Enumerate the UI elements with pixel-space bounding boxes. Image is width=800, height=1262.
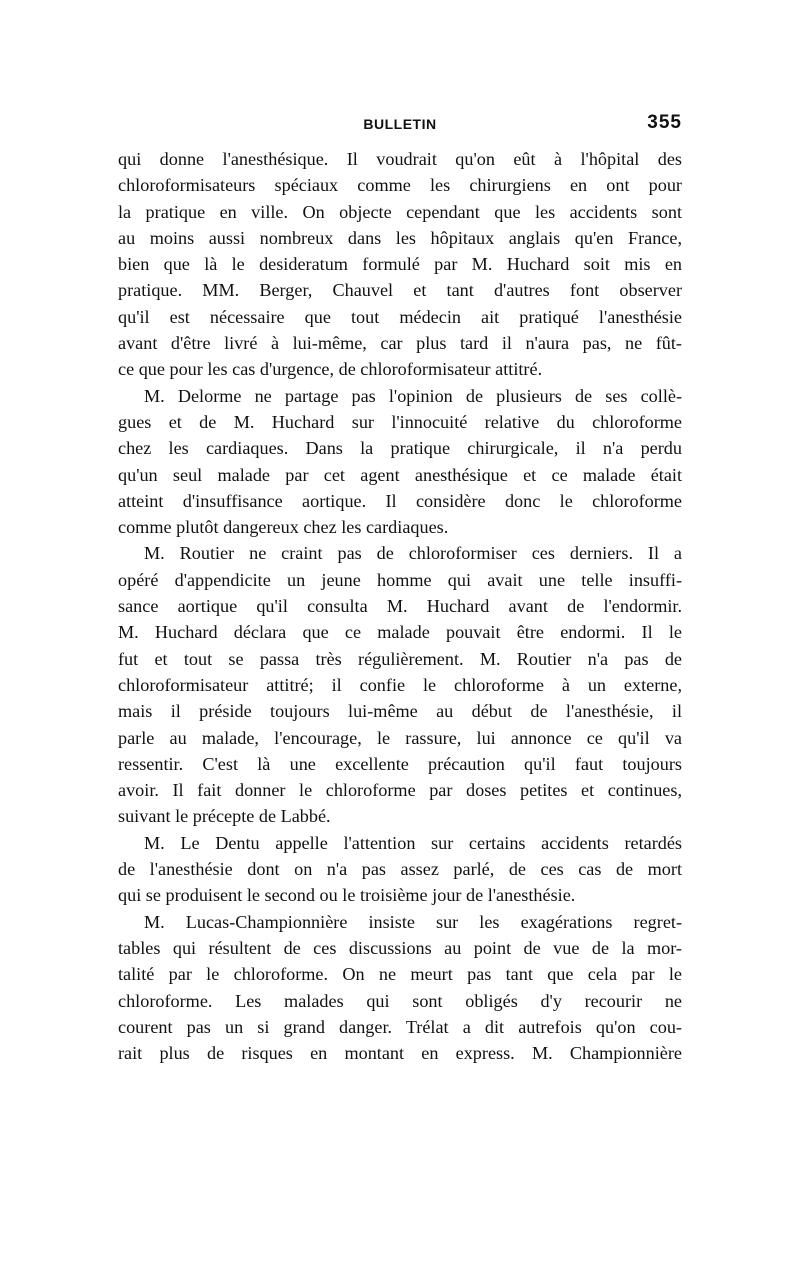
text-line: comme plutôt dangereux chez les cardiaques. [118,517,449,538]
text-line: parle au malade, l'encourage, le rassure, lui annonce ce qu'il va [118,727,682,748]
paragraph [118,383,682,541]
paragraph [118,909,682,1067]
text-line: atteint d'insuffisance aortique. Il considère donc le chloroforme [118,490,682,511]
text-line: M. Delorme ne partage pas l'opinion de plusieurs de ses collè- [144,385,682,406]
text-line: bien que là le desideratum formulé par M. Huchard soit mis en [118,254,682,275]
text-line: M. Routier ne craint pas de chloroformiser ces derniers. Il a [144,543,682,564]
text-line: M. Huchard déclara que ce malade pouvait être endormi. Il le [118,622,682,643]
paragraph [118,540,682,829]
text-line: chez les cardiaques. Dans la pratique chirurgicale, il n'a perdu [118,438,682,459]
running-title: BULLETIN [363,116,437,132]
text-line: opéré d'appendicite un jeune homme qui avait une telle insuffi- [118,569,682,590]
text-line: au moins aussi nombreux dans les hôpitaux anglais qu'en France, [118,227,682,248]
text-line: suivant le précepte de Labbé. [118,806,331,827]
text-line: chloroformisateurs spéciaux comme les chirurgiens en ont pour [118,175,682,196]
running-head [118,112,682,138]
text-line: gues et de M. Huchard sur l'innocuité relative du chloroforme [118,411,682,432]
text-line: qui se produisent le second ou le troisième jour de l'anesthésie. [118,885,576,906]
body-text [118,146,682,1066]
text-line: rait plus de risques en montant en express. M. Championnière [118,1043,682,1064]
text-line: talité par le chloroforme. On ne meurt pas tant que cela par le [118,964,682,985]
text-line: chloroformisateur attitré; il confie le chloroforme à un externe, [118,674,682,695]
text-line: avant d'être livré à lui-même, car plus tard il n'aura pas, ne fût- [118,333,682,354]
text-line: qui donne l'anesthésique. Il voudrait qu'on eût à l'hôpital des [118,149,682,169]
text-line: qu'un seul malade par cet agent anesthésique et ce malade était [118,464,682,485]
text-line: qu'il est nécessaire que tout médecin ait pratiqué l'anesthésie [118,306,682,327]
page-number: 355 [647,112,682,133]
text-line: de l'anesthésie dont on n'a pas assez parlé, de ces cas de mort [118,859,682,880]
text-line: chloroforme. Les malades qui sont obligés d'y recourir ne [118,990,682,1011]
text-line: fut et tout se passa très régulièrement. M. Routier n'a pas de [118,648,682,669]
text-line: ce que pour les cas d'urgence, de chloroformisateur attitré. [118,359,543,380]
text-line: pratique. MM. Berger, Chauvel et tant d'autres font observer [118,280,682,301]
text-line: mais il préside toujours lui-même au début de l'anesthésie, il [118,701,682,722]
text-line: sance aortique qu'il consulta M. Huchard avant de l'endormir. [118,596,682,617]
text-line: M. Lucas-Championnière insiste sur les exagérations regret- [144,911,682,932]
text-line: tables qui résultent de ces discussions au point de vue de la mor- [118,937,682,958]
paragraph [118,830,682,909]
text-line: M. Le Dentu appelle l'attention sur certains accidents retardés [144,832,682,853]
text-line: ressentir. C'est là une excellente précaution qu'il faut toujours [118,753,682,774]
text-line: avoir. Il fait donner le chloroforme par doses petites et continues, [118,780,682,801]
paragraph [118,146,682,383]
text-line: la pratique en ville. On objecte cependant que les accidents sont [118,201,682,222]
text-line: courent pas un si grand danger. Trélat a dit autrefois qu'on cou- [118,1016,682,1037]
